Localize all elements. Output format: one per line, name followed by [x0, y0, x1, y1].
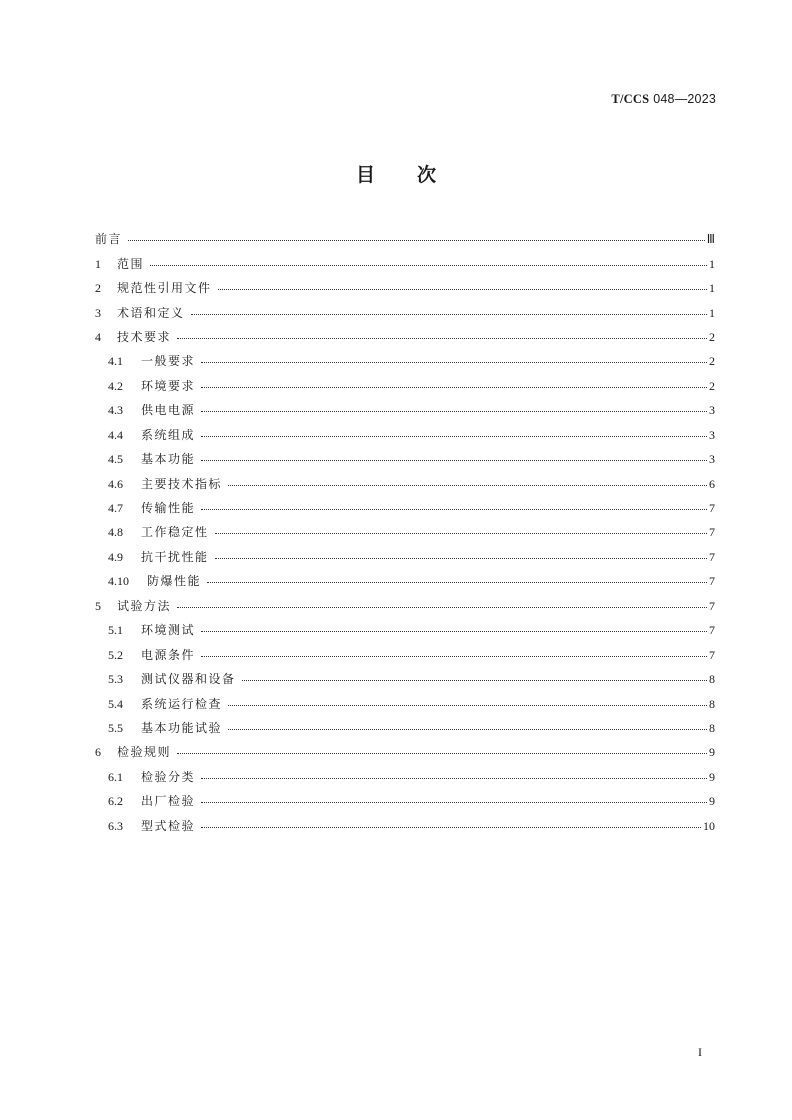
toc-entry-page: 9 [709, 794, 715, 809]
toc-entry-page: 3 [709, 403, 715, 418]
toc-entry[interactable] [95, 814, 715, 838]
toc-entry[interactable] [95, 374, 715, 398]
toc-entry[interactable] [95, 447, 715, 471]
toc-entry[interactable] [95, 618, 715, 642]
toc-entry-number: 4.10 [108, 574, 129, 589]
toc-entry-number: 5.2 [108, 647, 123, 662]
toc-entry[interactable] [95, 667, 715, 691]
toc-entry[interactable] [95, 300, 715, 324]
toc-entry[interactable] [95, 251, 715, 275]
toc-entry-label: 测试仪器和设备 [141, 672, 236, 687]
toc-leader-dots [201, 459, 707, 461]
toc-entry-page: 7 [709, 549, 715, 564]
toc-leader-dots [228, 484, 707, 486]
toc-entry-label: 一般要求 [141, 354, 196, 369]
toc-entry-page: 2 [709, 354, 715, 369]
toc-entry-page: 2 [709, 378, 715, 393]
toc-entry-label: 防爆性能 [147, 574, 202, 589]
toc-entry[interactable] [95, 349, 715, 373]
toc-entry-page: 7 [709, 501, 715, 516]
toc-leader-dots [191, 313, 707, 315]
toc-entry-page: 7 [709, 647, 715, 662]
toc-entry-label: 规范性引用文件 [117, 281, 212, 296]
standard-header [611, 92, 716, 107]
toc-entry-number: 4 [95, 329, 101, 344]
toc-entry-label: 抗干扰性能 [141, 549, 209, 564]
toc-entry[interactable] [95, 325, 715, 349]
toc-entry-number: 1 [95, 256, 101, 271]
toc-leader-dots [177, 337, 707, 339]
table-of-contents [95, 227, 715, 838]
toc-entry-label: 基本功能试验 [141, 720, 223, 735]
toc-entry[interactable] [95, 520, 715, 544]
toc-entry[interactable] [95, 740, 715, 764]
toc-entry-label: 工作稳定性 [141, 525, 209, 540]
toc-entry-page: 7 [709, 525, 715, 540]
toc-entry-page: 1 [709, 305, 715, 320]
toc-entry-page: 9 [709, 769, 715, 784]
toc-entry[interactable] [95, 569, 715, 593]
standard-number: 048—2023 [653, 92, 716, 106]
toc-entry[interactable] [95, 789, 715, 813]
toc-entry-number: 5.3 [108, 672, 123, 687]
toc-entry-label: 检验分类 [141, 769, 196, 784]
toc-leader-dots [201, 826, 701, 828]
toc-leader-dots [201, 410, 707, 412]
toc-leader-dots [177, 752, 707, 754]
toc-entry[interactable] [95, 691, 715, 715]
toc-entry[interactable] [95, 594, 715, 618]
toc-entry-number: 3 [95, 305, 101, 320]
toc-entry-page: 7 [709, 623, 715, 638]
page-number: I [698, 1045, 702, 1059]
toc-entry-number: 4.6 [108, 476, 123, 491]
toc-entry-label: 主要技术指标 [141, 476, 223, 491]
toc-entry[interactable] [95, 398, 715, 422]
standard-org: T/CCS [611, 92, 650, 106]
toc-leader-dots [242, 679, 707, 681]
toc-entry-page: 1 [709, 281, 715, 296]
toc-entry-number: 4.4 [108, 427, 123, 442]
toc-entry-number: 4.8 [108, 525, 123, 540]
toc-leader-dots [201, 435, 707, 437]
toc-leader-dots [215, 532, 707, 534]
toc-entry-number: 4.5 [108, 452, 123, 467]
toc-entry-number: 6.3 [108, 818, 123, 833]
toc-leader-dots [228, 704, 707, 706]
toc-entry-page: 2 [709, 329, 715, 344]
toc-leader-dots [201, 655, 707, 657]
toc-leader-dots [201, 630, 707, 632]
toc-leader-dots [218, 288, 707, 290]
toc-entry-number: 5 [95, 598, 101, 613]
toc-entry[interactable] [95, 716, 715, 740]
toc-entry-label: 电源条件 [141, 647, 196, 662]
toc-entry-page: 3 [709, 427, 715, 442]
toc-entry-number: 4.3 [108, 403, 123, 418]
page-title: 目次 [355, 164, 478, 186]
toc-entry-label: 系统组成 [141, 427, 196, 442]
toc-entry-label: 传输性能 [141, 501, 196, 516]
toc-entry-label: 前言 [95, 232, 123, 247]
toc-entry[interactable] [95, 276, 715, 300]
toc-entry[interactable] [95, 423, 715, 447]
toc-entry-page: 9 [709, 745, 715, 760]
toc-entry-number: 2 [95, 281, 101, 296]
toc-entry-number: 6.2 [108, 794, 123, 809]
toc-leader-dots [201, 801, 707, 803]
toc-entry-number: 4.1 [108, 354, 123, 369]
toc-leader-dots [201, 777, 707, 779]
toc-leader-dots [128, 239, 705, 241]
toc-entry-page: 8 [709, 696, 715, 711]
toc-entry-label: 环境测试 [141, 623, 196, 638]
toc-entry-page: 8 [709, 672, 715, 687]
toc-entry-page: Ⅲ [706, 232, 715, 247]
toc-entry-page: 7 [709, 598, 715, 613]
toc-leader-dots [201, 361, 707, 363]
toc-entry[interactable] [95, 765, 715, 789]
toc-entry-page: 7 [709, 574, 715, 589]
toc-entry-label: 技术要求 [117, 329, 172, 344]
toc-leader-dots [207, 581, 707, 583]
toc-entry-label: 型式检验 [141, 818, 196, 833]
toc-leader-dots [201, 386, 707, 388]
toc-entry-label: 检验规则 [117, 745, 172, 760]
toc-leader-dots [215, 557, 707, 559]
toc-entry[interactable] [95, 496, 715, 520]
toc-leader-dots [150, 264, 707, 266]
toc-entry-number: 6.1 [108, 769, 123, 784]
toc-entry-label: 环境要求 [141, 378, 196, 393]
toc-entry-number: 4.2 [108, 378, 123, 393]
toc-leader-dots [177, 606, 707, 608]
toc-entry-label: 供电电源 [141, 403, 196, 418]
toc-entry-number: 5.1 [108, 623, 123, 638]
toc-entry-page: 10 [703, 818, 715, 833]
toc-entry[interactable] [95, 227, 715, 251]
toc-entry-page: 1 [709, 256, 715, 271]
toc-entry[interactable] [95, 642, 715, 666]
toc-entry-page: 3 [709, 452, 715, 467]
toc-entry-label: 范围 [117, 256, 145, 271]
toc-entry-label: 术语和定义 [117, 305, 185, 320]
toc-entry-page: 6 [709, 476, 715, 491]
toc-entry-number: 5.4 [108, 696, 123, 711]
toc-entry-label: 出厂检验 [141, 794, 196, 809]
toc-entry-number: 4.7 [108, 501, 123, 516]
toc-entry-number: 6 [95, 745, 101, 760]
toc-leader-dots [201, 508, 707, 510]
toc-entry-label: 系统运行检查 [141, 696, 223, 711]
toc-entry[interactable] [95, 545, 715, 569]
toc-entry[interactable] [95, 471, 715, 495]
toc-leader-dots [228, 728, 707, 730]
toc-entry-page: 8 [709, 720, 715, 735]
toc-entry-label: 基本功能 [141, 452, 196, 467]
toc-entry-number: 5.5 [108, 720, 123, 735]
toc-entry-label: 试验方法 [117, 598, 172, 613]
toc-entry-number: 4.9 [108, 549, 123, 564]
